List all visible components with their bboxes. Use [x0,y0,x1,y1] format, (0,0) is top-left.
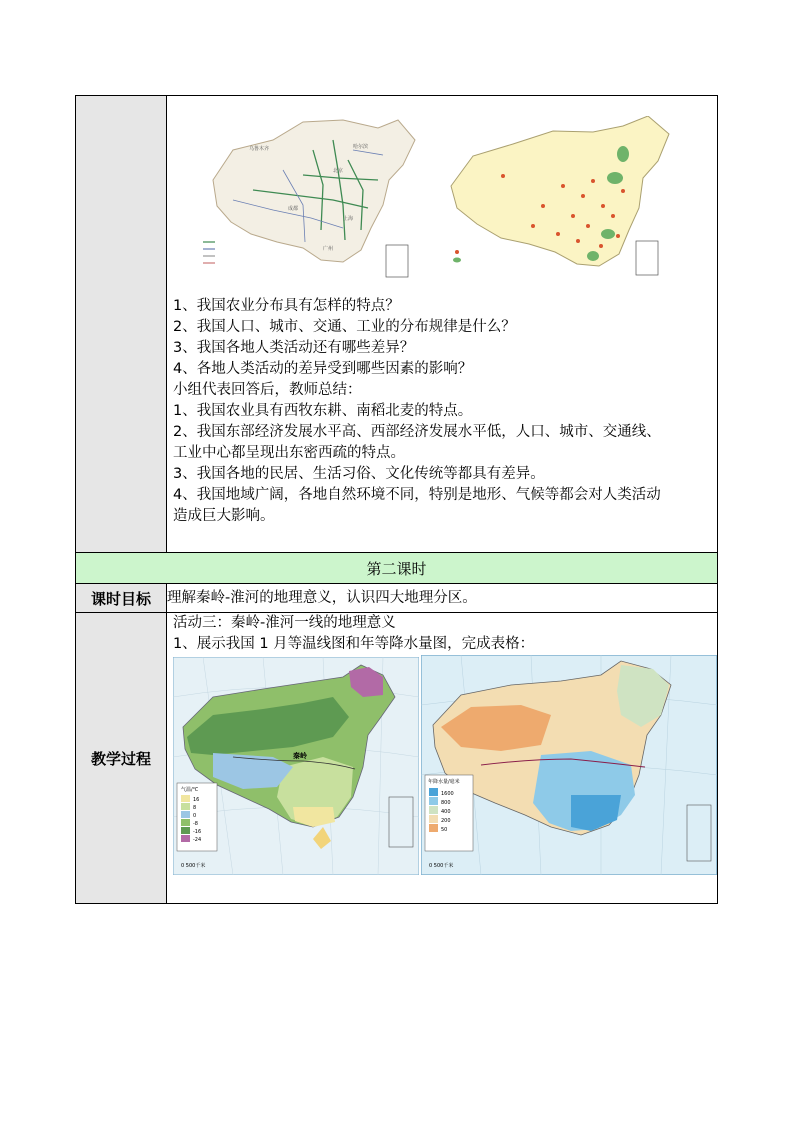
section1-content [167,96,718,553]
rain-legend-value: 800 [441,800,451,806]
question-2: 2、我国人口、城市、交通、工业的分布规律是什么？ [173,319,516,335]
summary-2b: 工业中心都呈现出东密西疏的特点。 [173,445,405,461]
temp-scale: 0 500千米 [181,863,206,869]
rain-scale: 0 500千米 [429,863,454,869]
svg-text:哈尔滨: 哈尔滨 [353,144,369,150]
process-label: 教学过程 [76,613,167,904]
temp-legend-value: 8 [193,805,197,811]
temp-legend-value: -16 [193,829,202,835]
temperature-legend [177,783,217,851]
temp-legend-value: 16 [193,797,200,803]
summary-intro: 小组代表回答后，教师总结： [173,382,362,398]
summary-4a: 4、我国地域广阔，各地自然环境不同，特别是地形、气候等都会对人类活动 [173,487,661,503]
lesson-plan-table [75,95,718,904]
activity-title: 活动三：秦岭-淮河一线的地理意义 [173,615,396,631]
process-content [167,613,718,904]
rain-legend-value: 1600 [441,791,454,797]
temp-legend-value: 0 [193,813,197,819]
rain-legend-value: 200 [441,818,451,824]
map-row-1 [167,96,717,296]
svg-text:上海: 上海 [343,216,354,222]
temp-legend-title: 气温/℃ [181,787,199,793]
svg-text:北京: 北京 [333,168,344,174]
map-row-2 [167,655,717,879]
row-label-empty [76,96,167,553]
svg-text:广州: 广州 [323,246,334,252]
qinling-label: 秦岭 [293,752,307,760]
precipitation-legend [425,775,473,851]
question-1: 1、我国农业分布具有怎样的特点？ [173,298,400,314]
rain-legend-value: 400 [441,809,451,815]
activity-step: 1、展示我国 1 月等温线图和年等降水量图，完成表格： [173,636,535,652]
january-isotherm-map [173,657,419,875]
temp-legend-value: -8 [193,821,198,827]
rain-legend-value: 50 [441,827,448,833]
temp-legend-value: -24 [193,837,202,843]
question-3: 3、我国各地人类活动还有哪些差异？ [173,340,415,356]
summary-3: 3、我国各地的民居、生活习俗、文化传统等都具有差异。 [173,466,545,482]
process-text [167,613,717,655]
section-header: 第二课时 [76,553,718,584]
transport-map [193,110,423,282]
summary-4b: 造成巨大影响。 [173,508,275,524]
goal-label: 课时目标 [76,584,167,613]
svg-text:乌鲁木齐: 乌鲁木齐 [249,146,270,152]
section1-text [167,296,717,527]
question-4: 4、各地人类活动的差异受到哪些因素的影响？ [173,361,473,377]
industry-map [443,116,683,282]
svg-text:成都: 成都 [288,206,299,212]
summary-2a: 2、我国东部经济发展水平高、西部经济发展水平低，人口、城市、交通线、 [173,424,661,440]
rain-legend-title: 年降水量/毫米 [428,779,460,785]
goal-text: 理解秦岭-淮河的地理意义，认识四大地理分区。 [167,584,718,613]
precipitation-map [421,655,717,875]
summary-1: 1、我国农业具有西牧东耕、南稻北麦的特点。 [173,403,473,419]
